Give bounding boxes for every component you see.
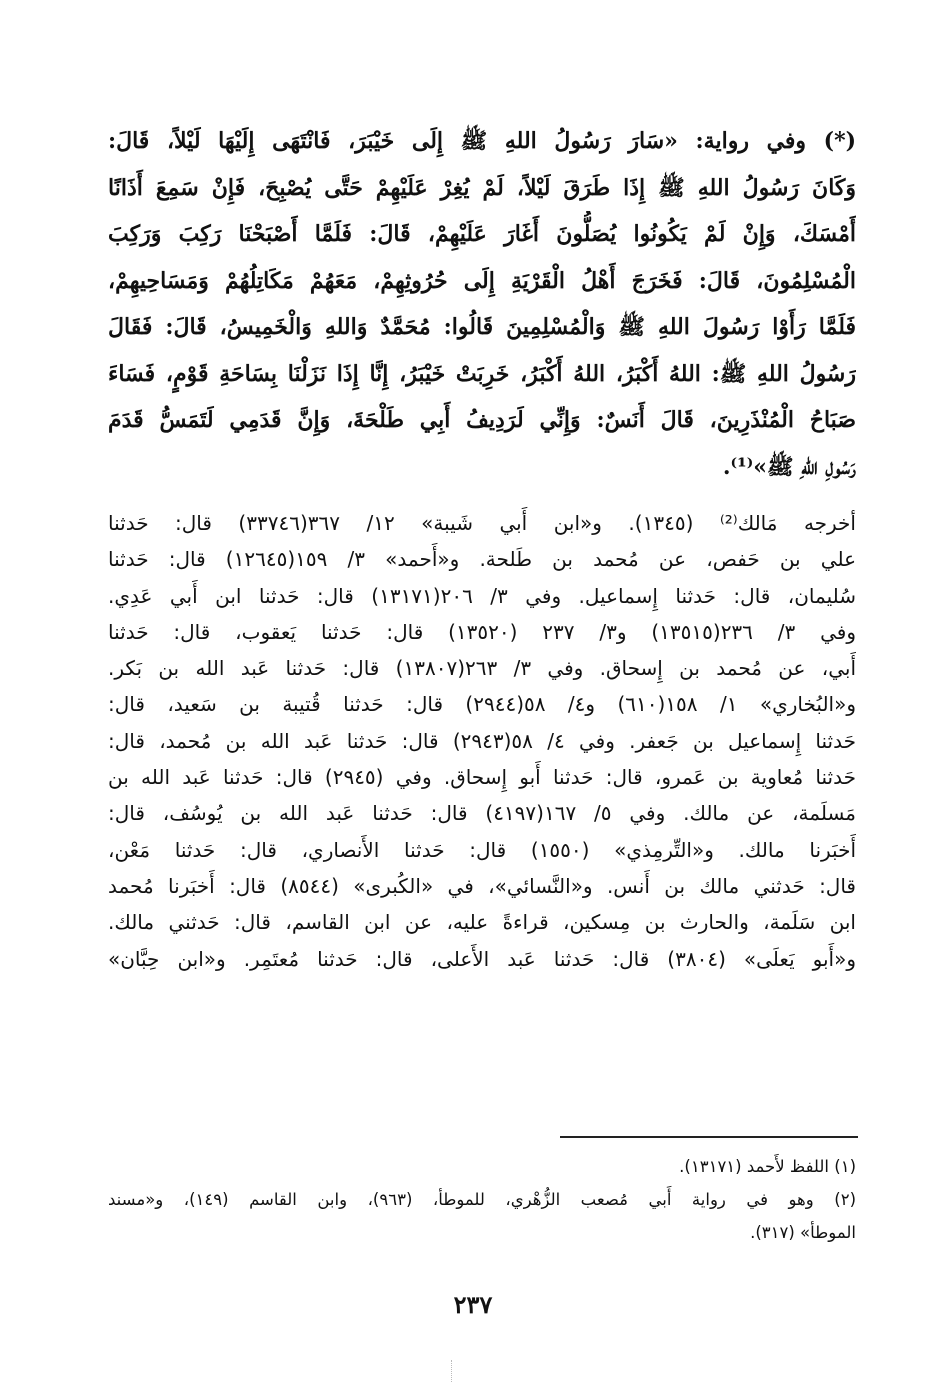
footnotes	[108, 1150, 856, 1249]
takhrij-line: و«البُخاري» ١/ ١٥٨(٦١٠) و٤/ ٥٨(٢٩٤٤) قال: حَدثنا قُتيبة بن سَعيد، قال:	[108, 692, 856, 717]
page-number: ٢٣٧	[453, 1290, 493, 1319]
takhrij-line: وفي ٣/ ٢٣٦(١٣٥١٥) و٣/ ٢٣٧ (١٣٥٢٠) قال: حَدثنا يَعقوب، قال: حَدثنا	[108, 619, 856, 644]
takhrij-line: و«أَبو يَعلَى» (٣٨٠٤) قال: حَدثنا عَبد الأَعلى، قال: حَدثنا مُعتَمِر. و«ابن حِبَّان»	[108, 946, 856, 971]
hadith-line: وَكَانَ رَسُولُ اللهِ ﷺ إِذَا طَرَقَ لَيْلاً، لَمْ يُغِرْ عَلَيْهِمْ حَتَّى يُصْبِحَ، فَإِنْ سَمِعَ أَذَانًا	[108, 174, 856, 201]
hadith-text	[108, 118, 856, 490]
footnote-1: (١) اللفظ لأَحمد (١٣١٧١).	[679, 1157, 856, 1176]
takhrij-line: أخرجه مَالك⁽²⁾ (١٣٤٥). و«ابن أَبي شَيبة» ١٢/ ٣٦٧(٣٣٧٤٦) قال: حَدثنا	[108, 511, 856, 535]
hadith-line: صَبَاحُ الْمُنْذَرِينَ، قَالَ أَنَسٌ: وَإِنِّي لَرَدِيفُ أَبِي طَلْحَةَ، وَإِنَّ قَدَمِي لَتَمَسُّ قَدَمَ	[108, 407, 856, 433]
takhrij-line: علي بن حَفص، عن مُحمد بن طَلحة. و«أَحمد» ٣/ ١٥٩(١٢٦٤٥) قال: حَدثنا	[108, 547, 856, 572]
takhrij-line: قال: حَدثني مالك بن أَنس. و«النَّسائي»، في «الكُبرى» (٨٥٤٤) قال: أَخبَرنا مُحمد	[108, 873, 856, 898]
hadith-line: الْمُسْلِمُونَ، قَالَ: فَخَرَجَ أَهْلُ الْقَرْيَةِ إِلَى حُرُوثِهِمْ، مَعَهُمْ مَكَاتِلُهُمْ وَمَسَاحِيهِمْ،	[108, 267, 856, 294]
hadith-line: فَلَمَّا رَأَوْا رَسُولَ اللهِ ﷺ وَالْمُسْلِمِينَ قَالُوا: مُحَمَّدٌ وَاللهِ وَالْخَمِيسُ، قَالَ: فَقَالَ	[108, 314, 856, 340]
takhrij-line: أَبي، عن مُحمد بن إِسحاق. وفي ٣/ ٢٦٣(١٣٨٠٧) قال: حَدثنا عَبد الله بن بَكر.	[108, 656, 856, 681]
hadith-line: (*) وفي رواية: «سَارَ رَسُولُ اللهِ ﷺ إِلَى خَيْبَرَ، فَانْتَهَى إِلَيْهَا لَيْلاً، قَالَ:	[108, 128, 856, 154]
footnote-2: (٢) وهو في رواية أَبي مُصعب الزُّهْري، للموطأ، (٩٦٣)، وابن القاسم (١٤٩)، و«مسند	[108, 1190, 856, 1209]
hadith-line: رَسُولِ اللهِ ﷺ»⁽¹⁾.	[722, 453, 856, 480]
takhrij-line: حَدثنا مُعاوية بن عَمرو، قال: حَدثنا أَبو إِسحاق. وفي (٢٩٤٥) قال: حَدثنا عَبد الله بن	[108, 765, 856, 790]
takhrij-line: مَسلَمة، عن مالك. وفي ٥/ ١٦٧(٤١٩٧) قال: حَدثنا عَبد الله بن يُوسُف، قال:	[108, 801, 856, 826]
scan-fold-mark	[451, 1360, 452, 1382]
takhrij-text	[108, 505, 856, 977]
takhrij-line: حَدثنا إِسماعيل بن جَعفر. وفي ٤/ ٥٨(٢٩٤٣) قال: حَدثنا عَبد الله بن مُحمد، قال:	[108, 728, 856, 753]
hadith-line: أَمْسَكَ، وَإِنْ لَمْ يَكُونُوا يُصَلُّونَ أَغَارَ عَلَيْهِمْ، قَالَ: فَلَمَّا أَصْبَحْنَا رَكِبَ وَرَكِبَ	[108, 221, 856, 247]
takhrij-line: سُليمان، قال: حَدثنا إِسماعيل. وفي ٣/ ٢٠٦(١٣١٧١) قال: حَدثنا ابن أَبي عَدِي.	[108, 583, 856, 608]
footnote-2-continued: الموطأ» (٣١٧).	[750, 1223, 856, 1242]
hadith-line: رَسُولُ اللهِ ﷺ: اللهُ أَكْبَرُ، اللهُ أَكْبَرُ، خَرِبَتْ خَيْبَرُ، إِنَّا إِذَا نَزَلْنَا بِسَاحَةِ قَوْمٍ، فَسَاءَ	[108, 360, 856, 387]
takhrij-line: أَخبَرنا مالك. و«التِّرمِذي» (١٥٥٠) قال: حَدثنا الأَنصاري، قال: حَدثنا مَعْن،	[108, 837, 856, 862]
footnote-divider	[560, 1136, 858, 1138]
takhrij-line: ابن سَلَمة، والحارث بن مِسكين، قراءةً عليه، عن ابن القاسم، قال: حَدثني مالك.	[108, 910, 856, 935]
